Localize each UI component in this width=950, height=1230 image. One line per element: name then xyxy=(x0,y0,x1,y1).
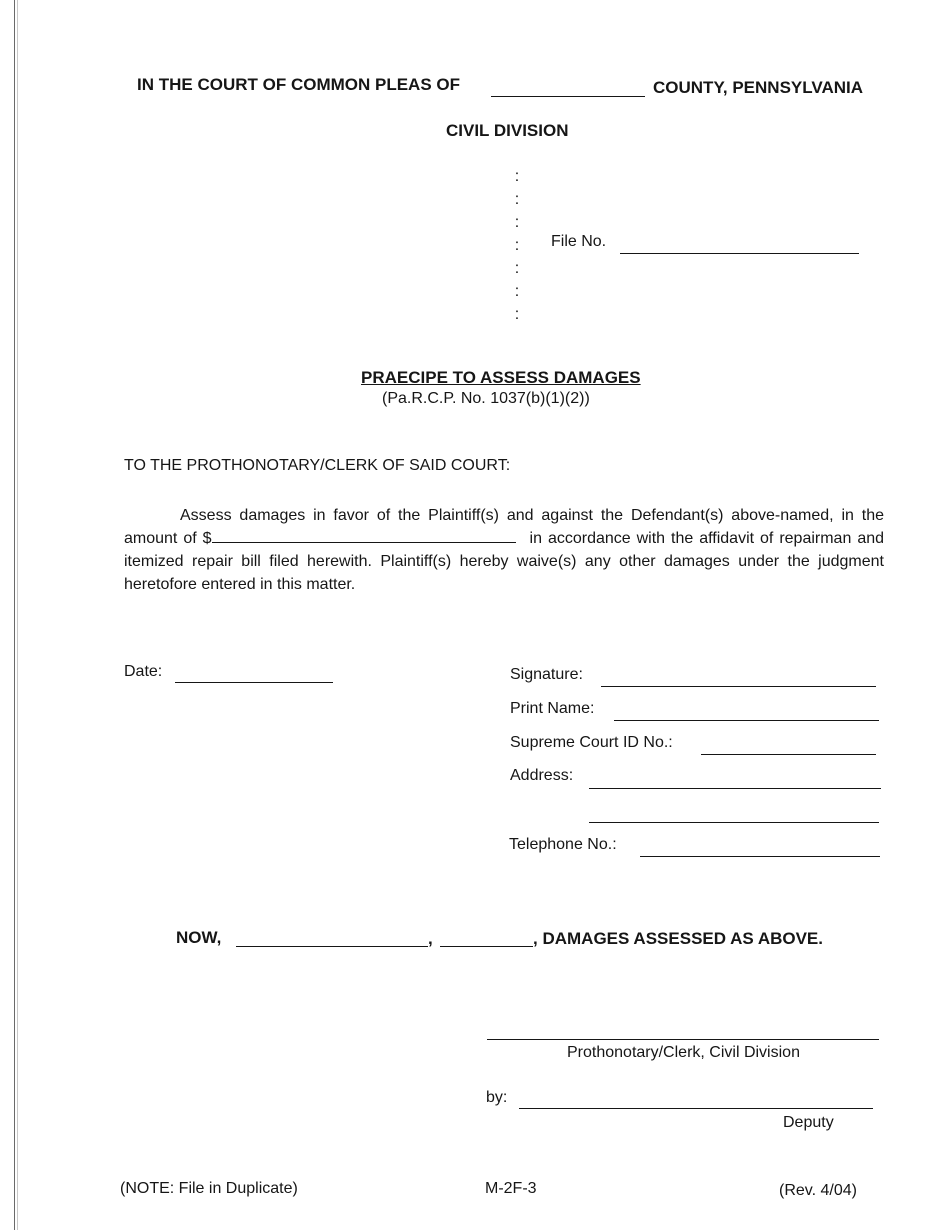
supreme-court-id-field[interactable] xyxy=(701,754,876,755)
print-name-field[interactable] xyxy=(614,720,879,721)
salutation: TO THE PROTHONOTARY/CLERK OF SAID COURT: xyxy=(124,457,511,474)
prothonotary-signature-field[interactable] xyxy=(487,1039,879,1040)
rule-citation: (Pa.R.C.P. No. 1037(b)(1)(2)) xyxy=(382,390,590,407)
telephone-label: Telephone No.: xyxy=(509,836,617,853)
assessment-comma: , xyxy=(428,929,433,948)
civil-division-heading: CIVIL DIVISION xyxy=(446,121,569,140)
print-name-label: Print Name: xyxy=(510,700,595,717)
scan-edge-line xyxy=(14,0,15,1230)
paragraph-text-part2: in accordance with the affidavit of repairman and itemized repair bill filed herewith. Plaintiff(s) hereby waive(s) any other damages under the judgment heretofore entered in this matter. xyxy=(124,530,885,593)
assessment-date-field[interactable] xyxy=(236,946,428,947)
supreme-court-id-label: Supreme Court ID No.: xyxy=(510,734,673,751)
damages-assessed-label: , DAMAGES ASSESSED AS ABOVE. xyxy=(533,929,823,948)
scan-edge-line-secondary xyxy=(17,0,18,1230)
county-blank[interactable] xyxy=(491,96,645,97)
deputy-signature-field[interactable] xyxy=(519,1108,873,1109)
footer-note: (NOTE: File in Duplicate) xyxy=(120,1180,298,1197)
revision-date: (Rev. 4/04) xyxy=(779,1182,857,1199)
now-label: NOW, xyxy=(176,928,222,947)
address-field-line-1[interactable] xyxy=(589,788,881,789)
signature-field[interactable] xyxy=(601,686,876,687)
date-field[interactable] xyxy=(175,682,333,683)
date-label: Date: xyxy=(124,663,163,680)
prothonotary-title: Prothonotary/Clerk, Civil Division xyxy=(567,1044,800,1061)
court-heading-prefix: IN THE COURT OF COMMON PLEAS OF xyxy=(137,75,460,94)
address-field-line-2[interactable] xyxy=(589,822,879,823)
file-no-field[interactable] xyxy=(620,253,859,254)
caption-colon-column: : : : : : : : xyxy=(514,168,520,323)
paragraph-text-part1: Assess damages in favor of the Plaintiff(s) and against the Defendant(s) above-named, in the amount of $ xyxy=(124,507,884,547)
body-paragraph xyxy=(124,504,884,596)
by-label: by: xyxy=(486,1089,508,1106)
signature-label: Signature: xyxy=(510,666,583,683)
address-label: Address: xyxy=(510,767,574,784)
file-no-label: File No. xyxy=(551,233,607,250)
deputy-label: Deputy xyxy=(783,1114,834,1131)
assessment-year-field[interactable] xyxy=(440,946,533,947)
telephone-field[interactable] xyxy=(640,856,880,857)
document-title: PRAECIPE TO ASSESS DAMAGES xyxy=(361,368,641,387)
form-number: M-2F-3 xyxy=(485,1180,537,1197)
amount-field[interactable] xyxy=(212,541,516,543)
court-heading-suffix: COUNTY, PENNSYLVANIA xyxy=(653,78,864,97)
